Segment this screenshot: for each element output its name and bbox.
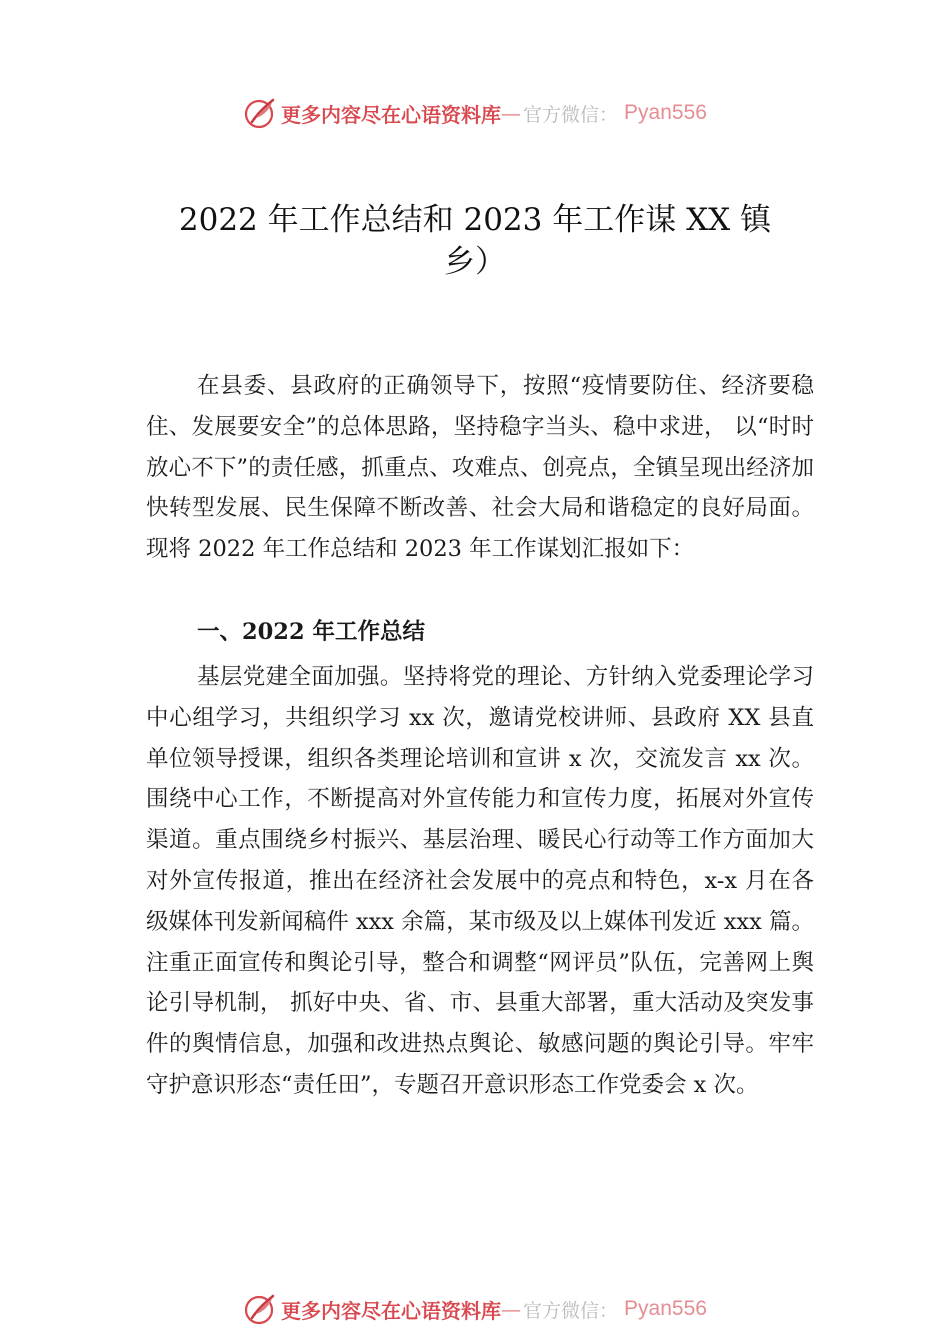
watermark-weixin-label: 官方微信： — [523, 103, 619, 126]
footer-watermark — [0, 1292, 950, 1326]
watermark-brand-text: 更多内容尽在心语资料库 — [281, 102, 502, 127]
watermark-weixin-label: 官方微信： — [523, 1299, 619, 1322]
intro-paragraph: 在县委、县政府的正确领导下，按照“疫情要防住、经济要稳住、发展要安全”的总体思路，坚持稳字当头、稳中求进， 以“时时放心不下”的责任感，抓重点、攻难点、创亮点，全镇呈现出经济加快转型发展、民生保障不断改善、社会大局和谐稳定的良好局面。现将 2022 年工作总结和 2023 年工作谋划汇报如下： — [146, 373, 814, 563]
section-heading: 一、2022 年工作总结 — [197, 619, 425, 645]
feather-logo-icon — [243, 1292, 277, 1326]
document-title-line2: 乡） — [444, 244, 506, 280]
watermark-brand-text: 更多内容尽在心语资料库 — [281, 1298, 502, 1323]
watermark-weixin-id: Pyan556 — [624, 1297, 707, 1320]
body-paragraph: 基层党建全面加强。坚持将党的理论、方针纳入党委理论学习中心组学习，共组织学习 xx 次，邀请党校讲师、县政府 XX 县直单位领导授课，组织各类理论培训和宣讲 x 次，交流发言 xx 次。围绕中心工作，不断提高对外宣传能力和宣传力度，拓展对外宣传渠道。重点围绕乡村振兴、基层治理、暖民心行动等工作方面加大对外宣传报道，推出在经济社会发展中的亮点和特色，x-x 月在各级媒体刊发新闻稿件 xxx 余篇，某市级及以上媒体刊发近 xxx 篇。注重正面宣传和舆论引导，整合和调整“网评员”队伍，完善网上舆论引导机制， 抓好中央、省、市、县重大部署，重大活动及突发事件的舆情信息，加强和改进热点舆论、敏感问题的舆论引导。牢牢守护意识形态“责任田”，专题召开意识形态工作党委会 x 次。 — [146, 664, 814, 1098]
header-watermark — [0, 96, 950, 130]
document-title-line1: 2022 年工作总结和 2023 年工作谋 XX 镇 — [178, 202, 772, 238]
watermark-dash: — — [501, 101, 522, 125]
watermark-dash: — — [501, 1297, 522, 1321]
feather-logo-icon — [243, 96, 277, 130]
watermark-weixin-id: Pyan556 — [624, 101, 707, 124]
